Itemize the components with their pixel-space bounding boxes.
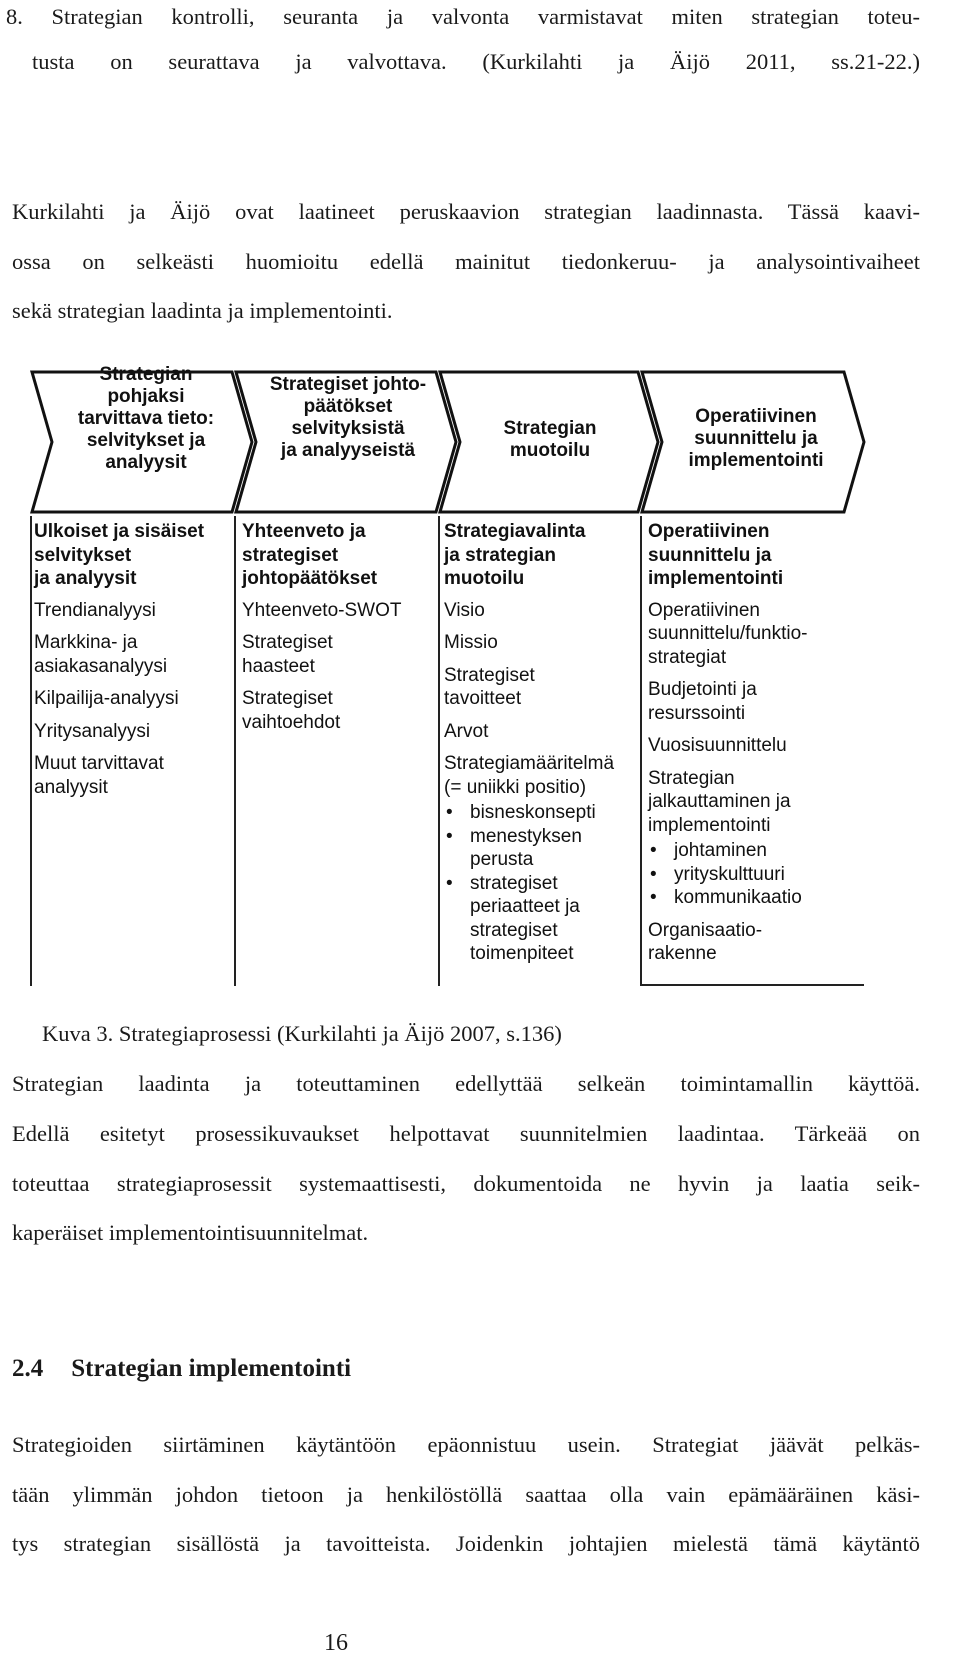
list-item: Budjetointi ja resurssointi bbox=[648, 679, 757, 724]
section-number: 2.4 bbox=[12, 1355, 44, 1382]
table-bottom-line bbox=[640, 984, 864, 986]
header-4: Operatiivinen suunnittelu ja implementointi bbox=[688, 406, 824, 471]
list-item: Strategian jalkauttaminen ja implementointi bbox=[648, 767, 791, 836]
paragraph-line: 8. Strategian kontrolli, seuranta ja valvonta varmistavat miten strategian toteu- bbox=[6, 4, 920, 29]
list-item: Arvot bbox=[444, 720, 489, 742]
section-title: Strategian implementointi bbox=[71, 1355, 352, 1382]
list-item: Strategiset vaihtoehdot bbox=[242, 688, 341, 733]
bullet-item: • strategiset periaatteet ja strategiset toimenpiteet bbox=[444, 872, 640, 966]
column-title: Strategiavalinta ja strategian muotoilu bbox=[444, 521, 586, 589]
bullet-item: • bisneskonsepti bbox=[444, 801, 640, 825]
list-item: Missio bbox=[444, 632, 498, 653]
column-divider bbox=[234, 516, 236, 986]
header-3: Strategian muotoilu bbox=[503, 418, 597, 461]
column-divider bbox=[30, 516, 32, 986]
list-item: Markkina- ja asiakasanalyysi bbox=[34, 632, 168, 677]
paragraph-line: kaperäiset implementointisuunnitelmat. bbox=[12, 1220, 369, 1245]
list-item: Muut tarvittavat analyysit bbox=[34, 753, 164, 798]
strategy-process-figure bbox=[24, 364, 926, 1014]
column-divider bbox=[438, 516, 440, 986]
list-item: Strategiset haasteet bbox=[242, 632, 333, 677]
list-item: Yhteenveto-SWOT bbox=[242, 599, 402, 621]
bullet-item: • yrityskulttuuri bbox=[648, 863, 864, 887]
list-item: Operatiivinen suunnittelu/funktio- strategiat bbox=[648, 599, 808, 668]
list-item: Vuosisuunnittelu bbox=[648, 735, 787, 756]
bullet-item: • kommunikaatio bbox=[648, 886, 864, 910]
list-item: Organisaatio- rakenne bbox=[648, 919, 763, 964]
figure-caption: Kuva 3. Strategiaprosessi (Kurkilahti ja Äijö 2007, s.136) bbox=[42, 1021, 562, 1046]
paragraph-line: Edellä esitetyt prosessikuvaukset helpottavat suunnitelmien laadintaa. Tärkeää on bbox=[12, 1121, 920, 1146]
header-1: Strategian pohjaksi tarvittava tieto: selvitykset ja analyysit bbox=[77, 364, 215, 473]
page-number: 16 bbox=[324, 1630, 348, 1656]
paragraph-line: tusta on seurattava ja valvottava. (Kurkilahti ja Äijö 2011, ss.21-22.) bbox=[32, 49, 920, 74]
paragraph-line: ossa on selkeästi huomioitu edellä mainitut tiedonkeruu- ja analysointivaiheet bbox=[12, 249, 920, 274]
paragraph-line: sekä strategian laadinta ja implementointi. bbox=[12, 298, 393, 323]
list-item: Yritysanalyysi bbox=[34, 720, 151, 742]
paragraph-line: tys strategian sisällöstä ja tavoitteista. Joidenkin johtajien mielestä tämä käytäntö bbox=[12, 1531, 920, 1556]
column-implementation bbox=[648, 520, 864, 975]
column-title: Operatiivinen suunnittelu ja implementointi bbox=[648, 521, 784, 589]
list-item: Kilpailija-analyysi bbox=[34, 688, 179, 709]
paragraph-line: Strategioiden siirtäminen käytäntöön epäonnistuu usein. Strategiat jäävät pelkäs- bbox=[12, 1432, 920, 1457]
list-item: Strategiset tavoitteet bbox=[444, 664, 535, 709]
bullet-item: • johtaminen bbox=[648, 839, 864, 863]
column-analyses bbox=[34, 520, 234, 808]
paragraph-line: Strategian laadinta ja toteuttaminen edellyttää selkeän toimintamallin käyttöä. bbox=[12, 1071, 920, 1096]
paragraph-line: Kurkilahti ja Äijö ovat laatineet peruskaavion strategian laadinnasta. Tässä kaavi- bbox=[12, 199, 920, 224]
column-title: Ulkoiset ja sisäiset selvitykset ja analyysit bbox=[34, 521, 205, 589]
list-item: Trendianalyysi bbox=[34, 599, 156, 621]
column-formulation bbox=[444, 520, 640, 966]
column-title: Yhteenveto ja strategiset johtopäätökset bbox=[242, 521, 378, 589]
bullet-item: • menestyksen perusta bbox=[444, 825, 640, 872]
column-divider bbox=[640, 516, 642, 986]
paragraph-line: toteuttaa strategiaprosessit systemaattisesti, dokumentoida ne hyvin ja laatia seik- bbox=[12, 1171, 920, 1196]
header-2: Strategiset johto- päätökset selvityksistä ja analyyseistä bbox=[269, 374, 427, 461]
paragraph-line: tään ylimmän johdon tietoon ja henkilöstöllä saattaa olla vain epämääräinen käsi- bbox=[12, 1482, 920, 1507]
list-item: Strategiamääritelmä (= uniikki positio) bbox=[444, 753, 615, 798]
section-heading bbox=[12, 1355, 351, 1383]
list-item: Visio bbox=[444, 599, 485, 621]
column-conclusions bbox=[242, 520, 438, 743]
